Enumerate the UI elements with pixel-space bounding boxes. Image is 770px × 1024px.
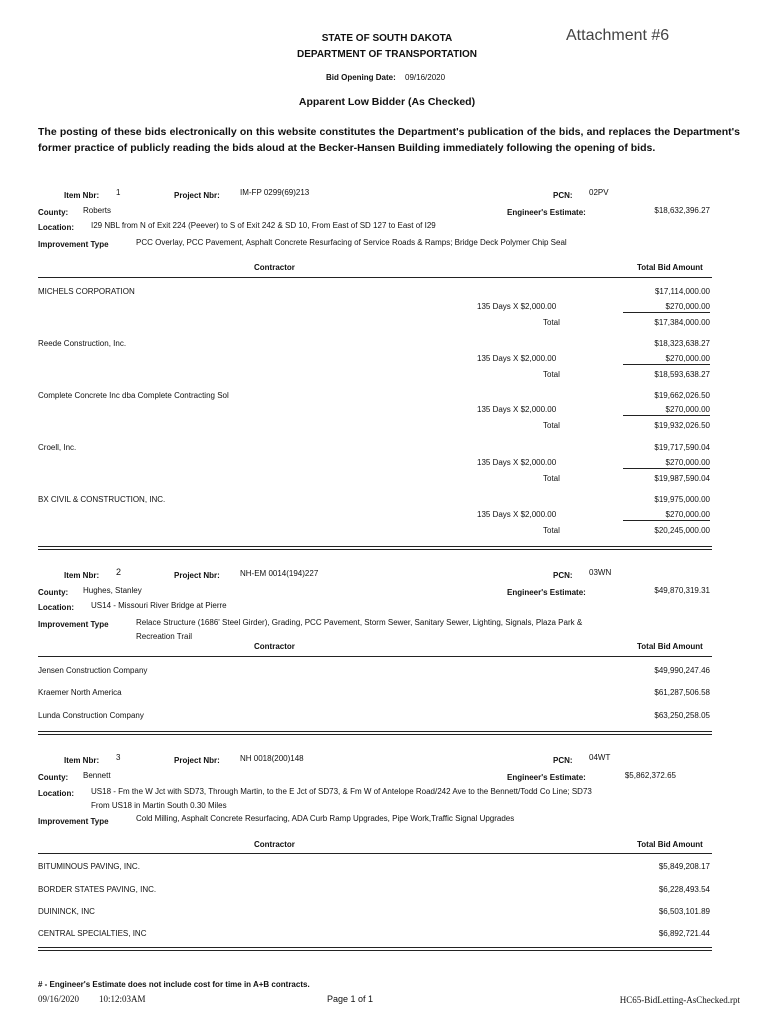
item-nbr-label: Item Nbr: xyxy=(64,571,100,580)
time-cost-label: 135 Days X $2,000.00 xyxy=(477,458,557,467)
total-label: Total xyxy=(543,370,560,379)
contractor-name: Kraemer North America xyxy=(38,688,122,697)
pcn-value: 03WN xyxy=(589,568,612,577)
location-value: I29 NBL from N of Exit 224 (Peever) to S of Exit 242 & SD 10, From East of SD 127 to East of I29 xyxy=(91,221,436,230)
improvement-value: Cold Milling, Asphalt Concrete Resurfacing, ADA Curb Ramp Upgrades, Pipe Work,Traffic Signal Upgrades xyxy=(136,814,515,823)
total-label: Total xyxy=(543,318,560,327)
total-label: Total xyxy=(543,474,560,483)
total-bid-header: Total Bid Amount xyxy=(637,840,703,849)
contractor-name: Reede Construction, Inc. xyxy=(38,339,127,348)
footer-time: 10:12:03AM xyxy=(99,994,146,1004)
item-nbr-value: 2 xyxy=(116,567,122,577)
improvement-label: Improvement Type xyxy=(38,240,109,249)
footer-note: # - Engineer's Estimate does not include cost for time in A+B contracts. xyxy=(38,980,310,989)
county-label: County: xyxy=(38,773,69,782)
footer-date: 09/16/2020 xyxy=(38,994,80,1004)
county-label: County: xyxy=(38,588,69,597)
bid-amount: $19,662,026.50 xyxy=(654,391,710,400)
bid-amount: $19,717,590.04 xyxy=(654,443,710,452)
item-nbr-value: 1 xyxy=(116,188,121,197)
report-name: HC65-BidLetting-AsChecked.rpt xyxy=(619,995,740,1005)
location-value: US18 - Fm the W Jct with SD73, Through Martin, to the E Jct of SD73, & Fm W of Antelope Road/242 Ave to the Bennett/Todd Co Line; SD73 xyxy=(91,787,592,796)
project-nbr-value: NH-EM 0014(194)227 xyxy=(240,569,319,578)
time-cost-amount: $270,000.00 xyxy=(665,354,710,363)
total-label: Total xyxy=(543,526,560,535)
project-nbr-value: NH 0018(200)148 xyxy=(240,754,304,763)
bid-opening-label: Bid Opening Date: xyxy=(326,73,396,82)
bid-amount: $17,114,000.00 xyxy=(654,287,710,296)
county-value: Roberts xyxy=(83,206,112,215)
contractor-name: BITUMINOUS PAVING, INC. xyxy=(38,862,140,871)
estimate-value: $5,862,372.65 xyxy=(624,771,676,780)
bid-amount: $6,892,721.44 xyxy=(658,929,710,938)
time-cost-amount: $270,000.00 xyxy=(665,302,710,311)
bid-total: $19,932,026.50 xyxy=(654,421,710,430)
location-value-cont: From US18 in Martin South 0.30 Miles xyxy=(91,801,227,810)
county-value: Hughes, Stanley xyxy=(83,586,142,595)
page-title: Apparent Low Bidder (As Checked) xyxy=(298,96,476,108)
section-divider xyxy=(38,546,712,550)
estimate-value: $49,870,319.31 xyxy=(654,586,710,595)
county-label: County: xyxy=(38,208,69,217)
contractor-name: Lunda Construction Company xyxy=(38,711,144,720)
time-cost-amount: $270,000.00 xyxy=(665,510,710,519)
contractor-header: Contractor xyxy=(254,642,295,651)
contractor-name: MICHELS CORPORATION xyxy=(38,287,135,296)
time-cost-amount: $270,000.00 xyxy=(665,405,710,414)
posting-notice: The posting of these bids electronically on this website constitutes the Department's publication of the bids, and replaces the Department's former practice of publicly reading the bids aloud at the Becker-Hansen Building immediately following the opening of bids. xyxy=(38,126,740,154)
improvement-label: Improvement Type xyxy=(38,620,109,629)
improvement-value: Relace Structure (1686' Steel Girder), Grading, PCC Pavement, Storm Sewer, Sanitary Sewer, Lighting, Signals, Plaza Park & xyxy=(136,618,583,627)
bid-total: $19,987,590.04 xyxy=(654,474,710,483)
bid-amount: $19,975,000.00 xyxy=(654,495,710,504)
project-nbr-label: Project Nbr: xyxy=(174,756,220,765)
time-cost-label: 135 Days X $2,000.00 xyxy=(477,302,557,311)
contractor-name: Jensen Construction Company xyxy=(38,666,148,675)
project-nbr-value: IM-FP 0299(69)213 xyxy=(240,188,310,197)
section-divider xyxy=(38,731,712,735)
location-label: Location: xyxy=(38,789,74,798)
bid-amount: $5,849,208.17 xyxy=(658,862,710,871)
item-nbr-label: Item Nbr: xyxy=(64,756,100,765)
county-value: Bennett xyxy=(83,771,111,780)
time-cost-amount: $270,000.00 xyxy=(665,458,710,467)
state-name: STATE OF SOUTH DAKOTA xyxy=(321,33,453,44)
time-cost-label: 135 Days X $2,000.00 xyxy=(477,405,557,414)
location-label: Location: xyxy=(38,603,74,612)
contractor-header: Contractor xyxy=(254,840,295,849)
bid-amount: $63,250,258.05 xyxy=(654,711,710,720)
sum-underline xyxy=(623,468,710,469)
bid-total: $17,384,000.00 xyxy=(654,318,710,327)
section-divider xyxy=(38,947,712,951)
bid-amount: $61,287,506.58 xyxy=(654,688,710,697)
contractor-name: DUININCK, INC xyxy=(38,907,95,916)
pcn-value: 02PV xyxy=(589,188,609,197)
pcn-label: PCN: xyxy=(553,756,573,765)
contractor-name: BX CIVIL & CONSTRUCTION, INC. xyxy=(38,495,166,504)
item-nbr-label: Item Nbr: xyxy=(64,191,100,200)
time-cost-label: 135 Days X $2,000.00 xyxy=(477,354,557,363)
pcn-label: PCN: xyxy=(553,191,573,200)
bid-amount: $18,323,638.27 xyxy=(654,339,710,348)
sum-underline xyxy=(623,415,710,416)
sum-underline xyxy=(623,312,710,313)
contractor-name: CENTRAL SPECIALTIES, INC xyxy=(38,929,147,938)
bid-amount: $6,503,101.89 xyxy=(658,907,710,916)
bid-amount: $49,990,247.46 xyxy=(654,666,710,675)
time-cost-label: 135 Days X $2,000.00 xyxy=(477,510,557,519)
estimate-label: Engineer's Estimate: xyxy=(507,208,586,217)
estimate-value: $18,632,396.27 xyxy=(654,206,710,215)
attachment-label: Attachment #6 xyxy=(566,27,670,44)
divider xyxy=(38,277,712,278)
improvement-value-cont: Recreation Trail xyxy=(136,632,193,641)
department-name: DEPARTMENT OF TRANSPORTATION xyxy=(297,49,477,60)
contractor-name: Croell, Inc. xyxy=(38,443,77,452)
sum-underline xyxy=(623,520,710,521)
divider xyxy=(38,656,712,657)
estimate-label: Engineer's Estimate: xyxy=(507,588,586,597)
divider xyxy=(38,853,712,854)
improvement-value: PCC Overlay, PCC Pavement, Asphalt Concrete Resurfacing of Service Roads & Ramps; Bridge Deck Polymer Chip Seal xyxy=(136,238,567,247)
pcn-value: 04WT xyxy=(589,753,611,762)
bid-opening-date: 09/16/2020 xyxy=(405,73,446,82)
location-label: Location: xyxy=(38,223,74,232)
contractor-name: BORDER STATES PAVING, INC. xyxy=(38,885,157,894)
improvement-label: Improvement Type xyxy=(38,817,109,826)
contractor-header: Contractor xyxy=(254,263,295,272)
project-nbr-label: Project Nbr: xyxy=(174,191,220,200)
page-number: Page 1 of 1 xyxy=(327,994,374,1004)
location-value: US14 - Missouri River Bridge at Pierre xyxy=(91,601,227,610)
bid-total: $20,245,000.00 xyxy=(654,526,710,535)
pcn-label: PCN: xyxy=(553,571,573,580)
estimate-label: Engineer's Estimate: xyxy=(507,773,586,782)
total-bid-header: Total Bid Amount xyxy=(637,642,703,651)
bid-total: $18,593,638.27 xyxy=(654,370,710,379)
contractor-name: Complete Concrete Inc dba Complete Contracting Sol xyxy=(38,391,229,400)
total-label: Total xyxy=(543,421,560,430)
project-nbr-label: Project Nbr: xyxy=(174,571,220,580)
bid-amount: $6,228,493.54 xyxy=(658,885,710,894)
sum-underline xyxy=(623,364,710,365)
item-nbr-value: 3 xyxy=(116,753,121,762)
total-bid-header: Total Bid Amount xyxy=(637,263,703,272)
